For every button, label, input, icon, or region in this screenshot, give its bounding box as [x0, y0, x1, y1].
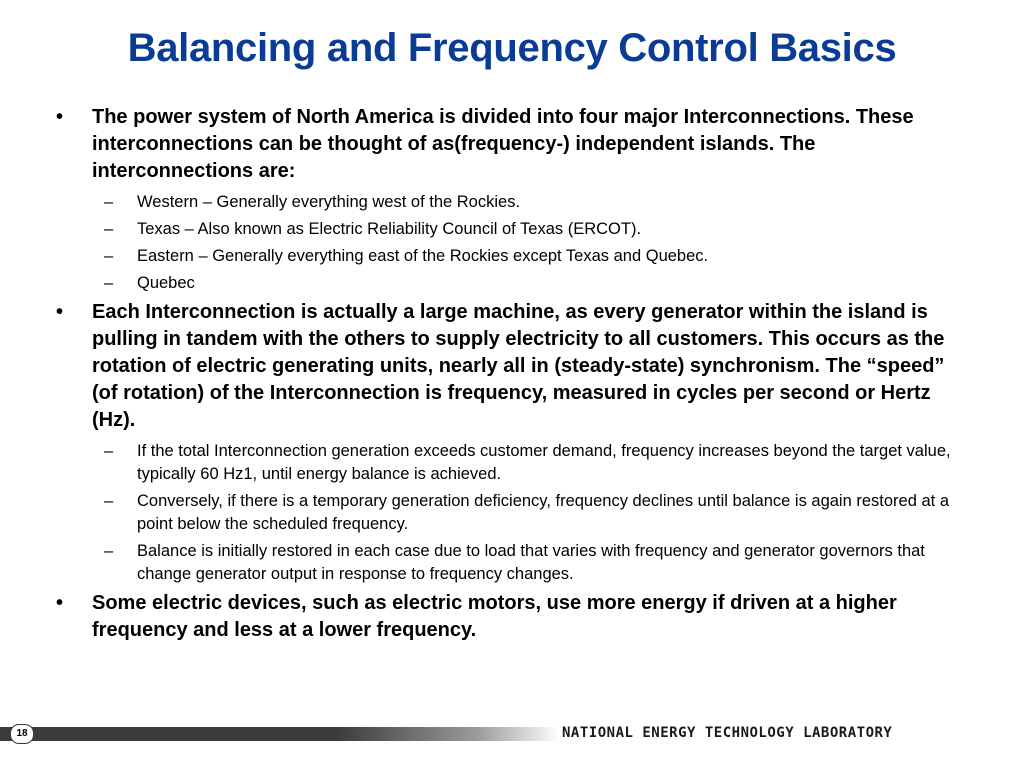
sub-text: Eastern – Generally everything east of the Rockies except Texas and Quebec. — [137, 247, 709, 265]
sub-text: If the total Interconnection generation exceeds customer demand, frequency increases beyond the target value, typically 60 Hz1, until energy balance is achieved. — [137, 442, 951, 483]
bullet-item — [56, 104, 962, 185]
sub-list — [0, 440, 1024, 586]
bullet-text: Some electric devices, such as electric motors, use more energy if driven at a higher frequency and less at a lower frequency. — [92, 592, 897, 641]
sub-marker: – — [104, 247, 114, 265]
sub-item — [104, 245, 957, 268]
sub-item — [104, 218, 957, 241]
bullet-marker: • — [56, 592, 64, 614]
sub-item — [104, 272, 957, 295]
sub-text: Texas – Also known as Electric Reliability Council of Texas (ERCOT). — [137, 220, 642, 238]
bullet-item — [56, 299, 962, 434]
slide-body — [0, 104, 1024, 644]
sub-list — [0, 191, 1024, 295]
bullet-marker: • — [56, 106, 64, 128]
bullet-item — [56, 590, 962, 644]
sub-text: Balance is initially restored in each case due to load that varies with frequency and generator governors that change generator output in response to frequency changes. — [137, 542, 925, 583]
sub-item — [104, 440, 957, 486]
sub-marker: – — [104, 193, 114, 211]
organization-logo-text: NATIONAL ENERGY TECHNOLOGY LABORATORY — [562, 725, 893, 741]
bullet-text: The power system of North America is divided into four major Interconnections. These interconnections can be thought of as(frequency-) independent islands. The interconnections are: — [92, 106, 914, 182]
slide-title: Balancing and Frequency Control Basics — [127, 26, 897, 70]
bullet-text: Each Interconnection is actually a large machine, as every generator within the island is pulling in tandem with the others to supply electricity to all customers. This occurs as the rotation of electric generating units, nearly all in (steady-state) synchronism. The “speed” (of rotation) of the Interconnection is frequency, measured in cycles per second or Hertz (Hz). — [92, 301, 945, 431]
sub-text: Western – Generally everything west of the Rockies. — [137, 193, 521, 211]
sub-marker: – — [104, 442, 114, 460]
sub-text: Quebec — [137, 274, 195, 292]
sub-marker: – — [104, 220, 114, 238]
sub-marker: – — [104, 542, 114, 560]
footer-bar — [0, 727, 1024, 741]
sub-item — [104, 540, 957, 586]
page-number: 18 — [10, 724, 34, 744]
sub-text: Conversely, if there is a temporary generation deficiency, frequency declines until balance is again restored at a point below the scheduled frequency. — [137, 492, 949, 533]
sub-marker: – — [104, 492, 114, 510]
sub-marker: – — [104, 274, 114, 292]
bullet-marker: • — [56, 301, 64, 323]
footer-gradient-strip — [0, 727, 560, 741]
sub-item — [104, 490, 957, 536]
sub-item — [104, 191, 957, 214]
